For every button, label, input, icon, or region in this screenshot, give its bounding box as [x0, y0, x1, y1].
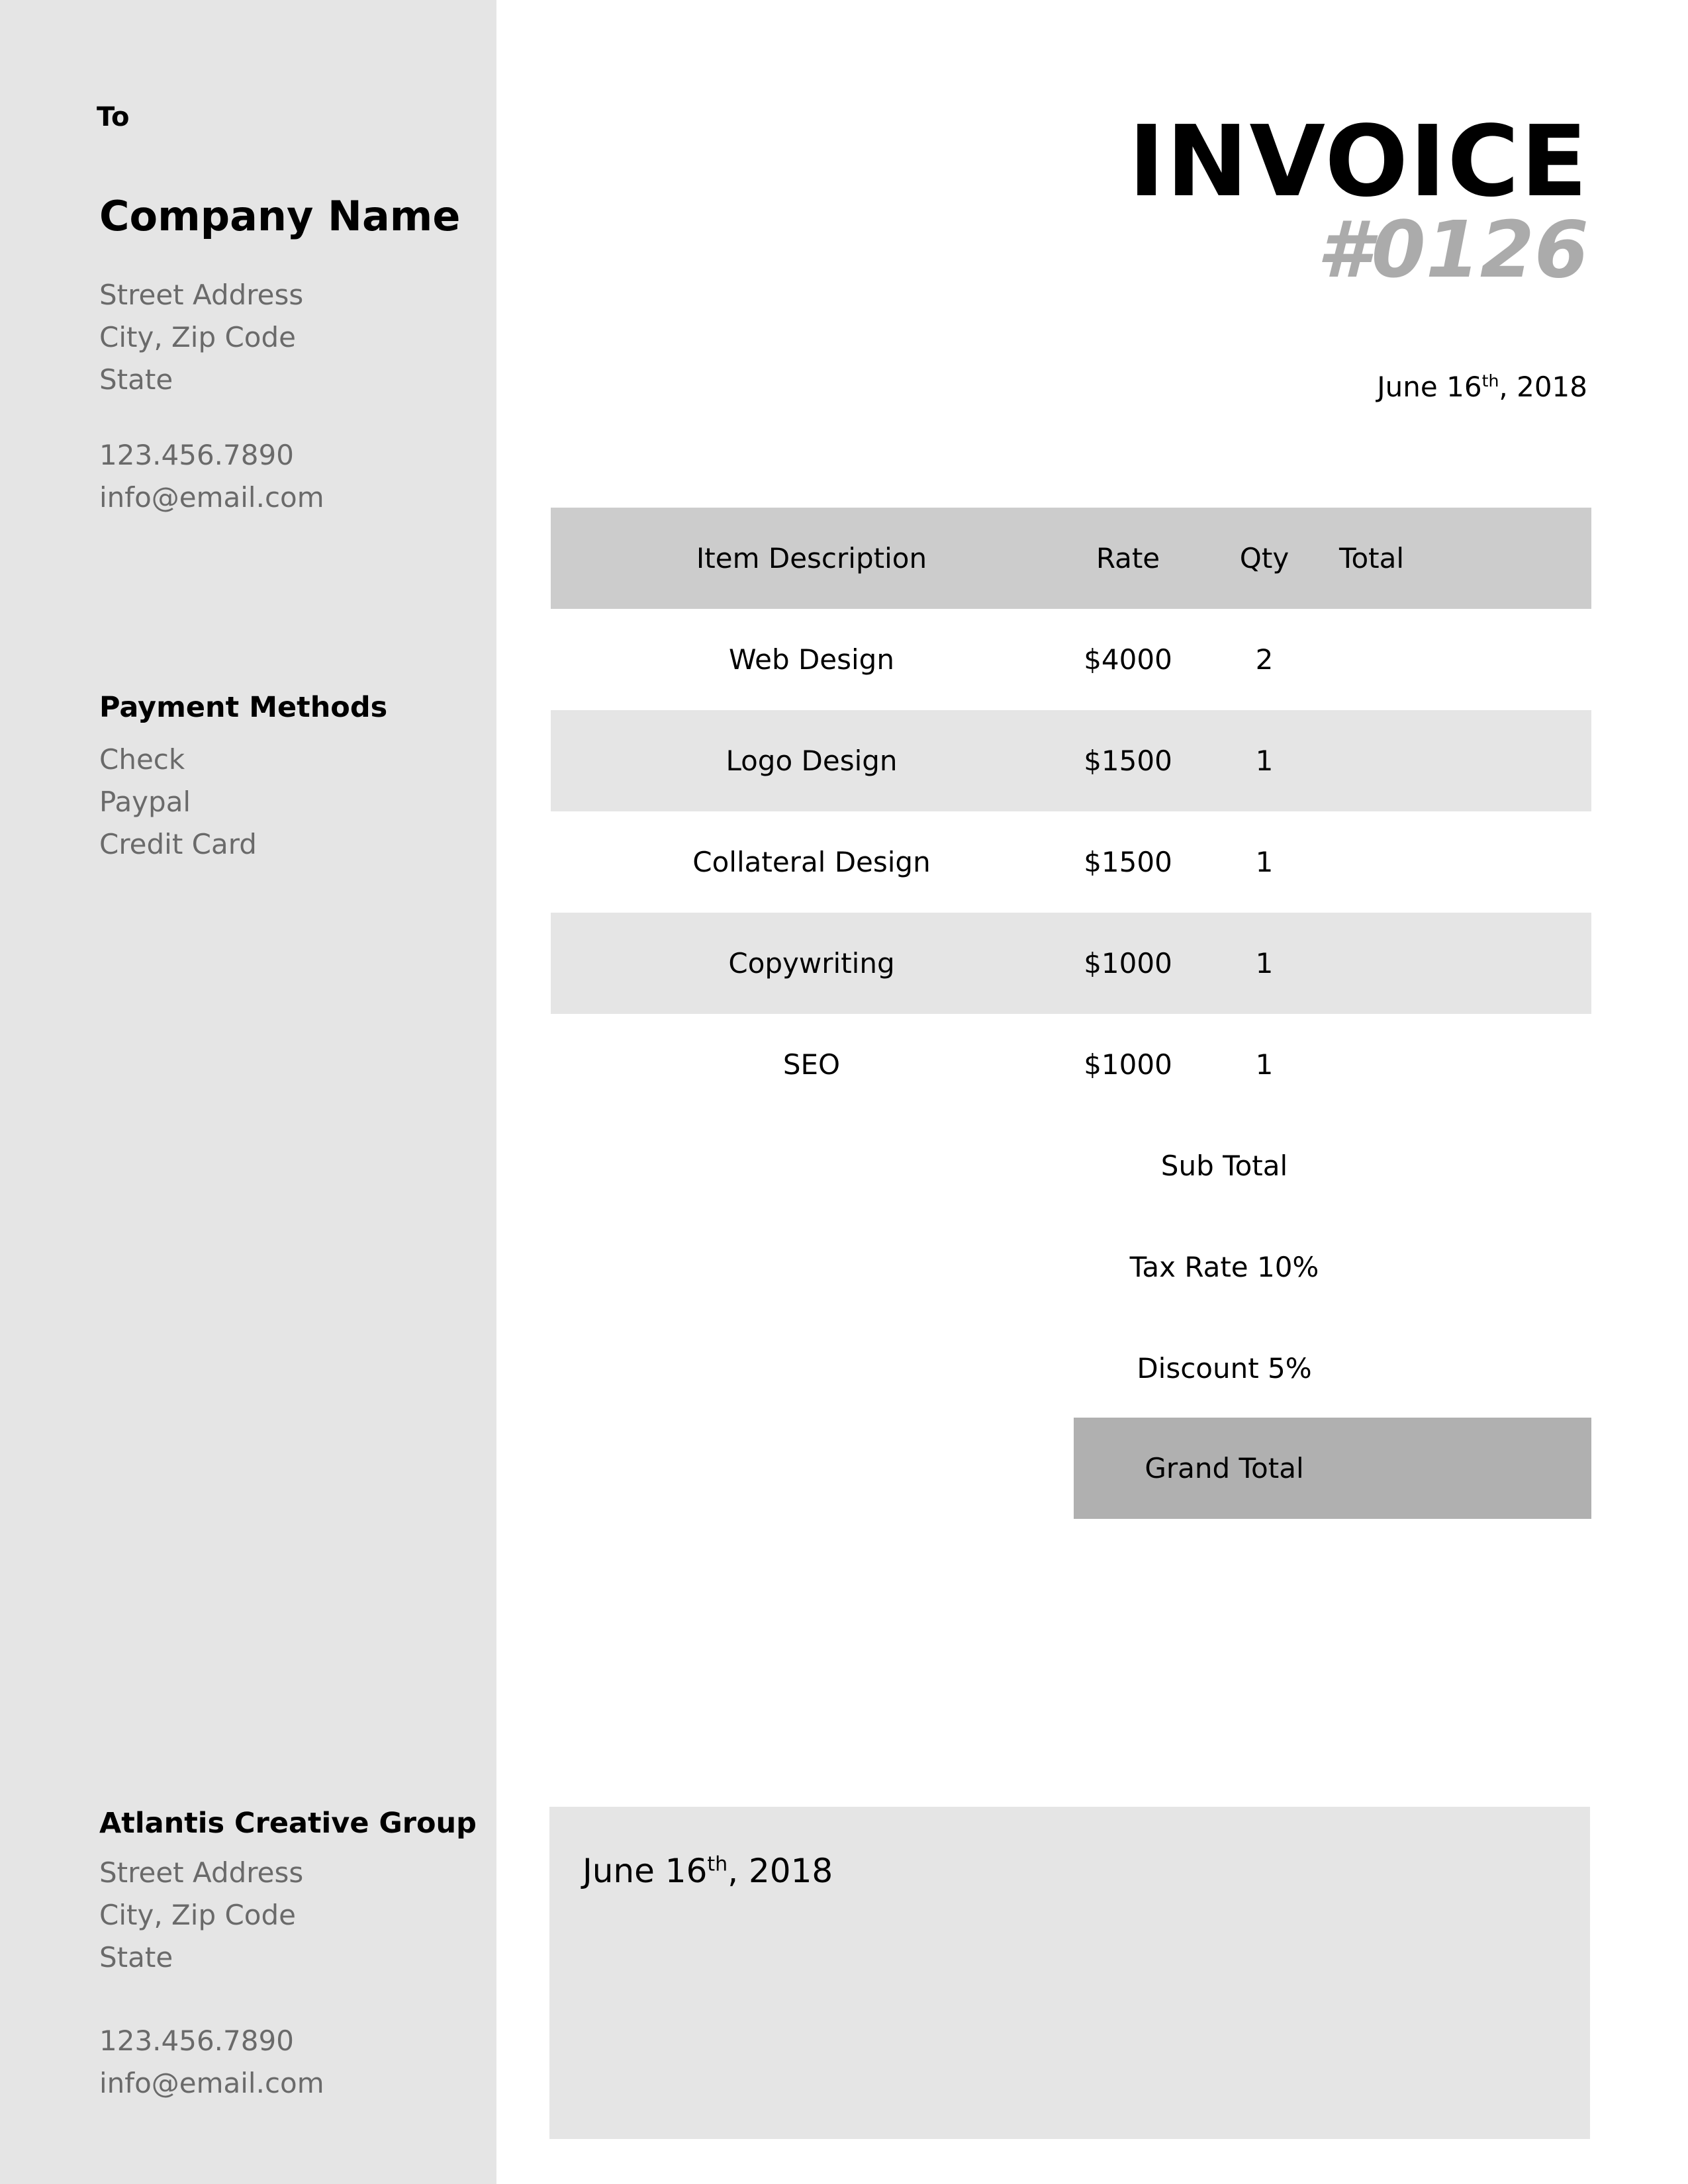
item-qty: 2 — [1255, 643, 1274, 676]
table-header-row — [551, 508, 1591, 609]
table-row — [551, 710, 1591, 811]
item-qty: 1 — [1255, 1048, 1274, 1081]
item-rate: $4000 — [1084, 643, 1172, 676]
column-header-rate: Rate — [1096, 542, 1160, 574]
notes-box — [549, 1807, 1590, 2139]
invoice-date-year: , 2018 — [1499, 371, 1587, 403]
item-rate: $1000 — [1084, 947, 1172, 979]
sender-email: info@email.com — [99, 2067, 324, 2099]
payment-method-paypal: Paypal — [99, 786, 191, 818]
items-table — [551, 508, 1591, 1115]
grand-total-row — [1074, 1418, 1591, 1519]
item-total — [1305, 710, 1438, 811]
invoice-date-ordinal: th — [1481, 371, 1499, 390]
notes-date — [583, 1852, 833, 1890]
item-total — [1305, 811, 1438, 913]
column-header-description: Item Description — [696, 542, 927, 574]
notes-date-day: June 16 — [583, 1852, 708, 1890]
recipient-city-zip: City, Zip Code — [99, 321, 296, 353]
invoice-title: INVOICE — [1128, 105, 1589, 218]
sender-state: State — [99, 1941, 173, 1974]
item-qty: 1 — [1255, 745, 1274, 777]
item-rate: $1500 — [1084, 846, 1172, 878]
invoice-number: #0126 — [1317, 204, 1589, 295]
sender-street: Street Address — [99, 1856, 304, 1889]
item-description: Collateral Design — [692, 846, 931, 878]
recipient-street: Street Address — [99, 279, 304, 311]
column-header-qty: Qty — [1239, 542, 1289, 574]
table-row — [551, 913, 1591, 1014]
tax-rate-label: Tax Rate 10% — [1129, 1251, 1319, 1283]
recipient-state: State — [99, 363, 173, 396]
recipient-company-name: Company Name — [99, 192, 461, 240]
item-total — [1305, 913, 1438, 1014]
discount-row — [1074, 1318, 1591, 1419]
table-row — [551, 609, 1591, 710]
invoice-date — [1377, 371, 1587, 403]
item-description: Copywriting — [728, 947, 895, 979]
payment-methods-title: Payment Methods — [99, 691, 388, 724]
recipient-phone: 123.456.7890 — [99, 439, 294, 471]
payment-method-credit-card: Credit Card — [99, 828, 257, 860]
sender-contact — [99, 2020, 324, 2105]
grand-total-label: Grand Total — [1145, 1452, 1304, 1484]
item-total — [1305, 1014, 1438, 1115]
sender-name: Atlantis Creative Group — [99, 1807, 477, 1840]
sub-total-label: Sub Total — [1160, 1150, 1288, 1182]
recipient-contact — [99, 434, 324, 519]
item-rate: $1500 — [1084, 745, 1172, 777]
item-description: Web Design — [729, 643, 894, 676]
item-rate: $1000 — [1084, 1048, 1172, 1081]
sub-total-row — [1074, 1115, 1591, 1216]
item-total — [1305, 609, 1438, 710]
sender-phone: 123.456.7890 — [99, 2025, 294, 2057]
payment-method-check: Check — [99, 743, 185, 776]
column-header-total: Total — [1338, 542, 1405, 574]
table-row — [551, 811, 1591, 913]
table-row — [551, 1014, 1591, 1115]
sidebar — [0, 0, 496, 2184]
notes-date-ordinal: th — [707, 1852, 728, 1876]
item-description: Logo Design — [726, 745, 898, 777]
recipient-email: info@email.com — [99, 481, 324, 514]
sender-city-zip: City, Zip Code — [99, 1899, 296, 1931]
discount-label: Discount 5% — [1137, 1352, 1312, 1385]
notes-date-year: , 2018 — [727, 1852, 833, 1890]
tax-rate-row — [1074, 1216, 1591, 1318]
sender-address — [99, 1852, 303, 1979]
invoice-date-day: June 16 — [1377, 371, 1482, 403]
recipient-address — [99, 274, 303, 401]
payment-methods-list — [99, 739, 257, 866]
item-description: SEO — [782, 1048, 841, 1081]
item-qty: 1 — [1255, 846, 1274, 878]
item-qty: 1 — [1255, 947, 1274, 979]
to-label: To — [97, 102, 130, 132]
